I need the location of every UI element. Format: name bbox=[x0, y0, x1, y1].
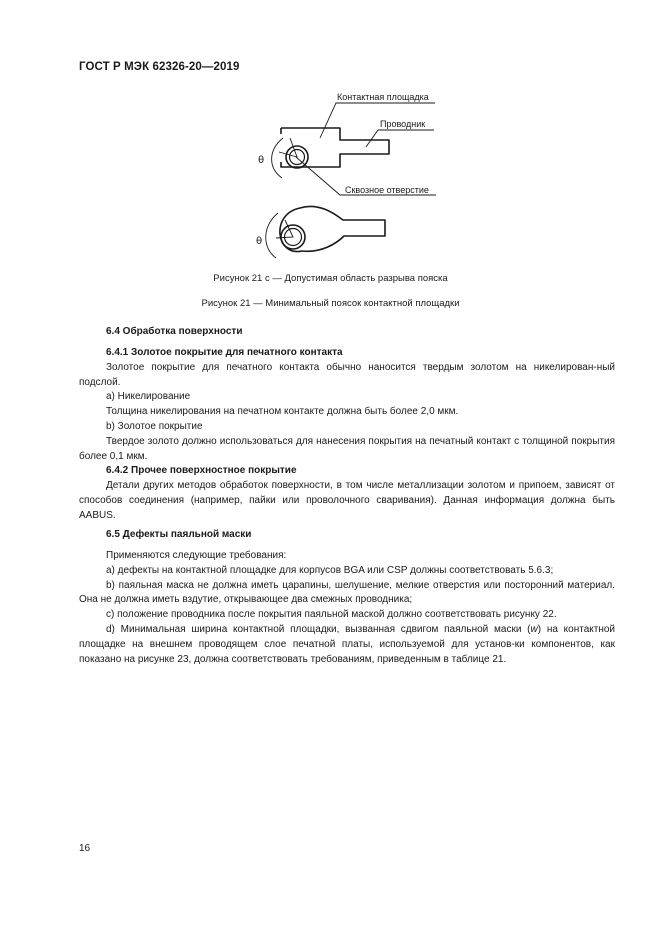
label-theta-top: θ bbox=[258, 155, 265, 166]
paragraph: Толщина никелирования на печатном контакте должна быть более 2,0 мкм. bbox=[106, 406, 459, 418]
figure-21c-diagram bbox=[0, 0, 661, 290]
angle-arc-top bbox=[272, 138, 283, 178]
section-6-4 bbox=[79, 325, 615, 340]
section-6-4-title: 6.4 Обработка поверхности bbox=[106, 326, 243, 337]
figure-caption-main: Рисунок 21 — Минимальный поясок контактной площадки bbox=[201, 298, 460, 309]
label-contact-pad: Контактная площадка bbox=[337, 92, 429, 102]
figure-caption-sub: Рисунок 21 с — Допустимая область разрыва пояска bbox=[213, 273, 448, 284]
section-6-5-body bbox=[79, 549, 615, 667]
variable-w: w bbox=[530, 623, 538, 635]
label-conductor: Проводник bbox=[380, 119, 426, 129]
list-item-a: а) дефекты на контактной площадке для корпусов BGA или CSP должны соответствовать 5.6.3; bbox=[106, 564, 554, 576]
paragraph: Твердое золото должно использоваться для нанесения покрытия на печатный контакт с толщиной покрытия более 0,1 мкм. bbox=[79, 435, 615, 462]
list-item-c: с) положение проводника после покрытия паяльной маской должно соответствовать рисунку 22. bbox=[106, 609, 557, 621]
section-6-5 bbox=[79, 528, 615, 543]
label-via-hole: Сквозное отверстие bbox=[345, 185, 429, 195]
label-theta-bottom: θ bbox=[256, 236, 263, 247]
document-header: ГОСТ Р МЭК 62326-20—2019 bbox=[79, 61, 240, 73]
list-item-a: а) Никелирование bbox=[106, 391, 191, 403]
list-item-b: b) паяльная маска не должна иметь царапины, шелушение, мелкие отверстия или посторонний материал. Она не должна иметь вздутие, открывающее два смежных проводника; bbox=[79, 579, 615, 606]
paragraph: Применяются следующие требования: bbox=[106, 550, 287, 561]
paragraph: Детали других методов обработок поверхности, в том числе металлизации золотом и припоем, зависят от способов соединения (например, пайки или проволочного сваривания). Данная информация должна быть AABUS. bbox=[79, 480, 615, 521]
angle-arc-bottom bbox=[266, 213, 278, 258]
section-6-4-1-title: 6.4.1 Золотое покрытие для печатного контакта bbox=[106, 347, 343, 358]
contact-pad-outline-top bbox=[281, 128, 389, 167]
list-item-b: b) Золотое покрытие bbox=[106, 420, 203, 432]
angle-mark-top bbox=[279, 138, 297, 157]
paragraph: Золотое покрытие для печатного контакта обычно наносится твердым золотом на никелирован-ный подслой. bbox=[79, 361, 615, 388]
leader-line-conductor bbox=[366, 130, 434, 147]
page-number: 16 bbox=[79, 843, 91, 854]
list-item-d bbox=[79, 623, 615, 667]
list-item-d-text-post: ) на контактной площадке на внешнем проводящем слое печатной платы, используемой для установ-ки компонентов, как показано на рисунке 23, должна соответствовать требованиям, приведенным в таблице 21. bbox=[79, 623, 616, 665]
list-item-d-text-pre: d) Минимальная ширина контактной площадки, вызванная сдвигом паяльной маски ( bbox=[106, 623, 531, 635]
section-6-4-1 bbox=[79, 346, 615, 524]
section-6-5-title: 6.5 Дефекты паяльной маски bbox=[106, 529, 252, 540]
section-6-4-2-title: 6.4.2 Прочее поверхностное покрытие bbox=[106, 465, 297, 477]
